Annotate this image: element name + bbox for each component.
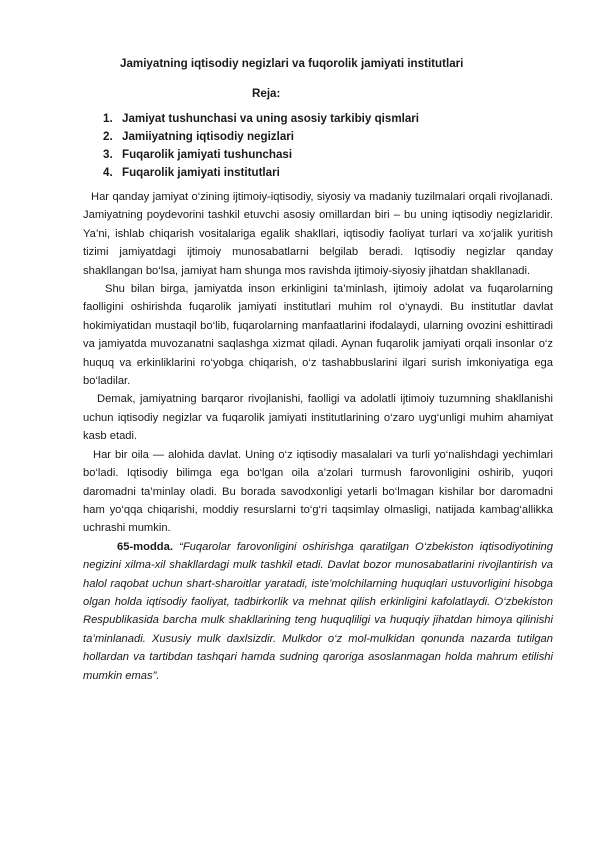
body-paragraph: Har bir oila — alohida davlat. Uning o‘z iqtisodiy masalalari va turli yo‘nalishdagi yechimlari bo‘ladi. Iqtisodiy bilimga ega bo‘lgan oila a’zolari turmush farovonligini oshirib, yuqori daromadni ta’minlay oladi. Bu borada savodxonligi yetarli bo‘lmagan kishilar bor daromadni ham yo‘qqa chiqarishi, moddiy resurslarni to‘g‘ri taqsimlay olmasligi, natijada kambag‘allikka uchrashi mumkin.: [83, 448, 553, 535]
plan-heading: Reja:: [252, 87, 281, 100]
body-paragraph: Shu bilan birga, jamiyatda inson erkinligini ta’minlash, ijtimoiy adolat va fuqarolarning faolligini oshirishda fuqarolik jamiyati institutlari muhim rol o‘ynaydi. Bu institutlar davlat hokimiyatidan mustaqil bo‘lib, fuqarolarning manfaatlarini ifodalaydi, ularning ovozini eshittiradi va jamiyatda muvozanatni saqlashga xizmat qiladi. Aynan fuqarolik jamiyati orqali insonlar o‘z huquq va erkinliklarini ro‘yobga chiqarish, o‘z tashabbuslarini ilgari surish imkoniyatiga ega bo‘ladilar.: [83, 283, 553, 388]
plan-item-text: Fuqarolik jamiyati tushunchasi: [122, 148, 293, 161]
body-paragraph: Demak, jamiyatning barqaror rivojlanishi, faolligi va adolatli ijtimoiy tuzumning shakllanishi uchun iqtisodiy negizlar va fuqarolik jamiyati institutlarining o‘zaro uyg‘unligi muhim ahamiyat kasb etadi.: [83, 393, 553, 443]
article-quote-paragraph: [83, 538, 553, 685]
article-label: 65-modda.: [117, 540, 173, 553]
plan-item-number: 3.: [103, 148, 113, 161]
plan-item: [103, 164, 419, 182]
plan-item: [103, 110, 419, 128]
plan-item-number: 1.: [103, 112, 113, 125]
plan-item: [103, 128, 419, 146]
plan-item-number: 4.: [103, 166, 113, 179]
plan-list: [103, 110, 419, 182]
document-body: [83, 188, 553, 685]
plan-item-text: Fuqarolik jamiyati institutlari: [122, 166, 280, 179]
plan-item-text: Jamiiyatning iqtisodiy negizlari: [122, 130, 295, 143]
document-title: Jamiyatning iqtisodiy negizlari va fuqorolik jamiyati institutlari: [120, 57, 464, 70]
plan-item-number: 2.: [103, 130, 113, 143]
plan-item: [103, 146, 419, 164]
plan-item-text: Jamiyat tushunchasi va uning asosiy tarkibiy qismlari: [122, 112, 420, 125]
article-text: “Fuqarolar farovonligini oshirishga qaratilgan O‘zbekiston iqtisodiyotining negizini xilma-xil shakllardagi mulk tashkil etadi. Davlat bozor munosabatlarini rivojlantirish va halol raqobat uchun shart-sharoitlar yaratadi, iste’molchilarning huquqlari ustuvorligini hisobga olgan holda iqtisodiy faoliyat, tadbirkorlik va mehnat qilish erkinligini kafolatlaydi. O‘zbekiston Respublikasida barcha mulk shakllarining teng huquqliligi va huquqiy jihatdan himoya qilinishi ta’minlanadi. Xususiy mulk daxlsizdir. Mulkdor o‘z mol-mulkidan qonunda nazarda tutilgan hollardan va tartibdan tashqari hamda sudning qaroriga asoslanmagan holda mahrum etilishi mumkin emas”.: [83, 540, 553, 682]
body-paragraph: Har qanday jamiyat o‘zining ijtimoiy-iqtisodiy, siyosiy va madaniy tuzilmalari orqali rivojlanadi. Jamiyatning poydevorini tashkil etuvchi asosiy omillardan biri – bu uning iqtisodiy negizlaridir. Ya’ni, ishlab chiqarish vositalariga egalik shakllari, iqtisodiy faoliyat turlari va xo‘jalik yuritish tizimi jamiyatdagi ijtimoiy munosabatlarni belgilab beradi. Iqtisodiy negizlar qanday shakllangan bo‘lsa, jamiyat ham shunga mos ravishda ijtimoiy-siyosiy jihatdan shakllanadi.: [83, 191, 553, 277]
